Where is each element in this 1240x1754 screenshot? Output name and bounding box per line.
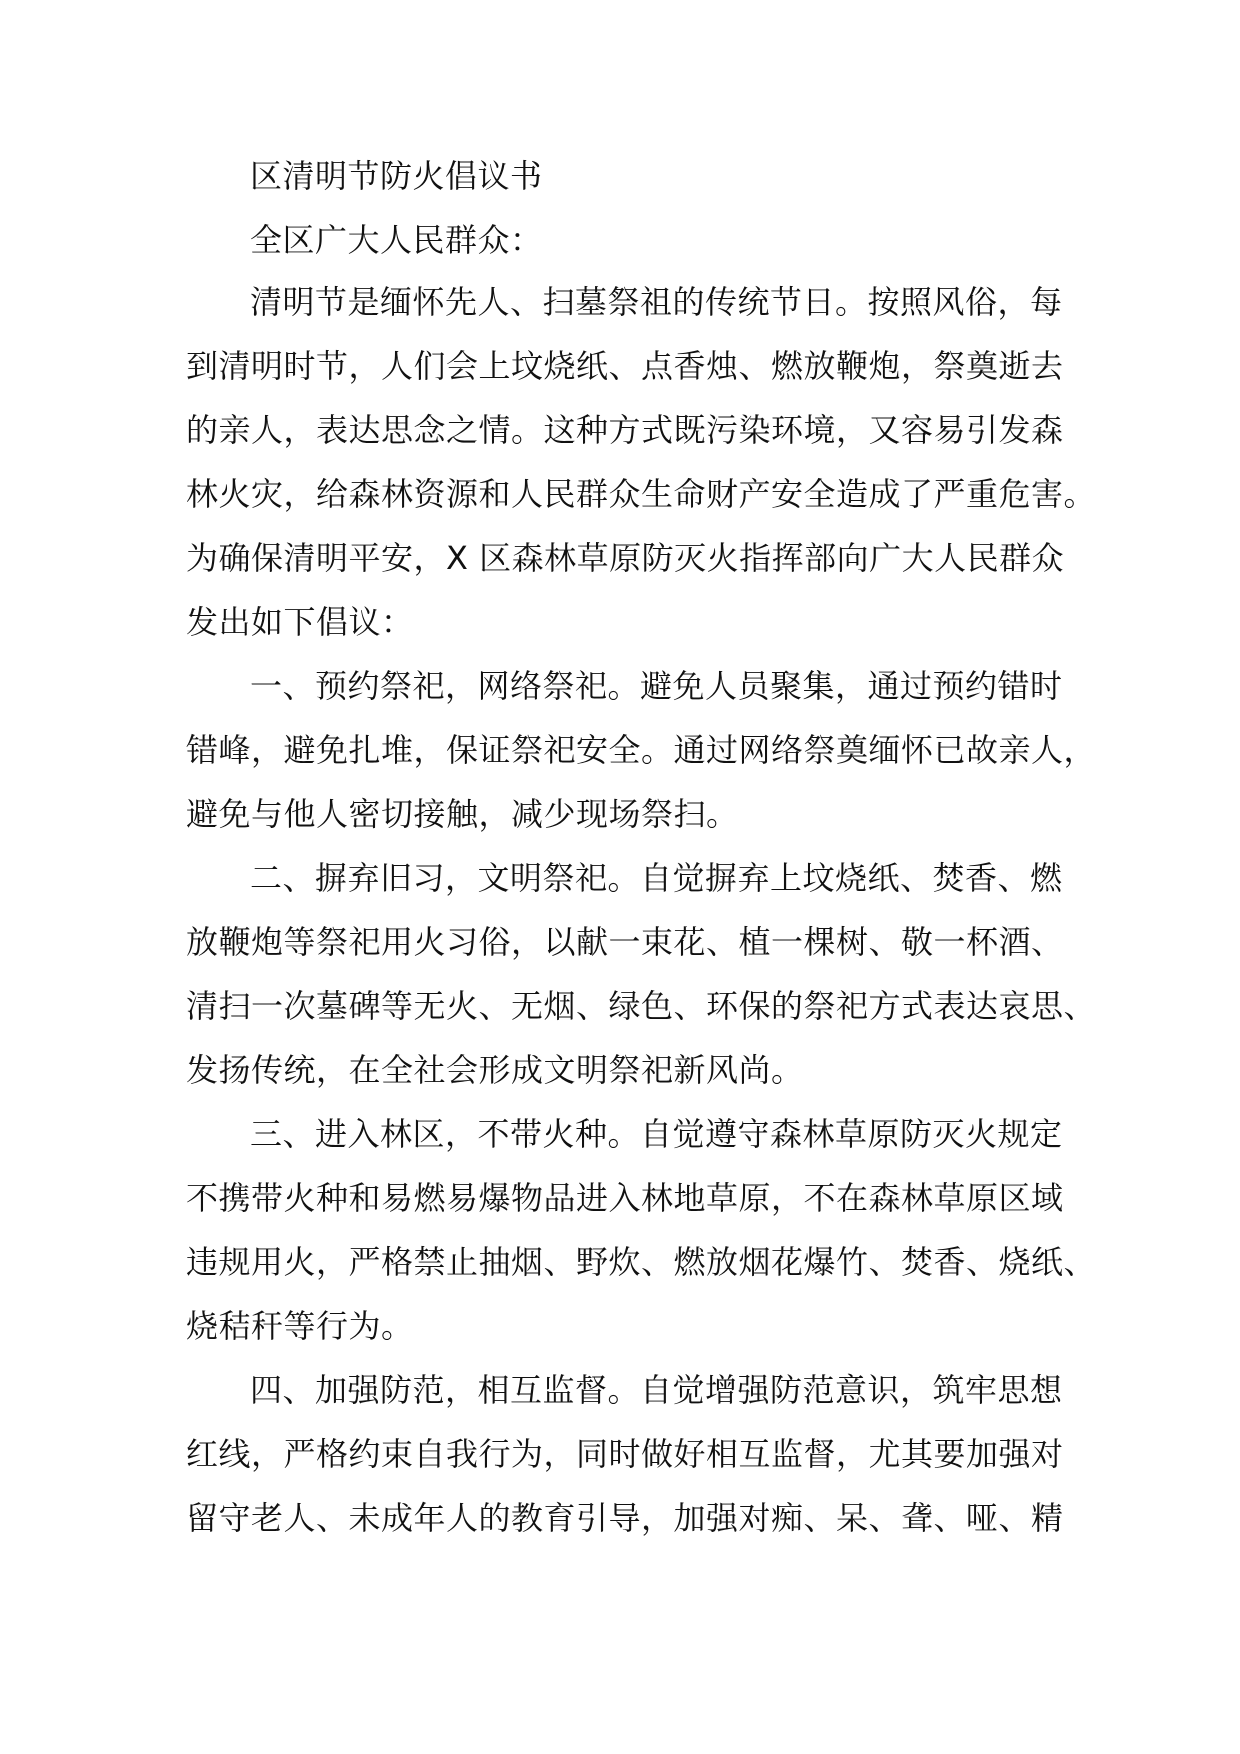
paragraph-line: 烧秸秆等行为。 xyxy=(186,1307,414,1345)
paragraph-line: 到清明时节，人们会上坟烧纸、点香烛、燃放鞭炮，祭奠逝去 xyxy=(186,347,1064,385)
paragraph-line: 发出如下倡议： xyxy=(186,603,414,641)
document-title: 区清明节防火倡议书 xyxy=(250,157,543,195)
salutation: 全区广大人民群众： xyxy=(250,221,543,259)
paragraph-line: 一、预约祭祀，网络祭祀。避免人员聚集，通过预约错时 xyxy=(250,667,1063,705)
paragraph-line: 发扬传统，在全社会形成文明祭祀新风尚。 xyxy=(186,1051,804,1089)
paragraph-line: 留守老人、未成年人的教育引导，加强对痴、呆、聋、哑、精 xyxy=(186,1499,1064,1537)
paragraph-line: 四、加强防范，相互监督。自觉增强防范意识，筑牢思想 xyxy=(250,1371,1063,1409)
paragraph-line: 清明节是缅怀先人、扫墓祭祖的传统节日。按照风俗，每 xyxy=(250,283,1063,321)
paragraph-line: 的亲人，表达思念之情。这种方式既污染环境，又容易引发森 xyxy=(186,411,1064,449)
paragraph-line: 二、摒弃旧习，文明祭祀。自觉摒弃上坟烧纸、焚香、燃 xyxy=(250,859,1063,897)
paragraph-line: 错峰，避免扎堆，保证祭祀安全。通过网络祭奠缅怀已故亲人， xyxy=(186,731,1097,769)
paragraph-line: 为确保清明平安，X 区森林草原防灭火指挥部向广大人民群众 xyxy=(186,539,1065,577)
paragraph-line: 清扫一次墓碑等无火、无烟、绿色、环保的祭祀方式表达哀思、 xyxy=(186,987,1097,1025)
paragraph-line: 林火灾，给森林资源和人民群众生命财产安全造成了严重危害。 xyxy=(186,475,1097,513)
paragraph-line: 放鞭炮等祭祀用火习俗，以献一束花、植一棵树、敬一杯酒、 xyxy=(186,923,1064,961)
paragraph-line: 红线，严格约束自我行为，同时做好相互监督，尤其要加强对 xyxy=(186,1435,1064,1473)
paragraph-line: 不携带火种和易燃易爆物品进入林地草原，不在森林草原区域 xyxy=(186,1179,1064,1217)
paragraph-line: 违规用火，严格禁止抽烟、野炊、燃放烟花爆竹、焚香、烧纸、 xyxy=(186,1243,1097,1281)
paragraph-line: 三、进入林区，不带火种。自觉遵守森林草原防灭火规定 xyxy=(250,1115,1063,1153)
paragraph-line: 避免与他人密切接触，减少现场祭扫。 xyxy=(186,795,739,833)
